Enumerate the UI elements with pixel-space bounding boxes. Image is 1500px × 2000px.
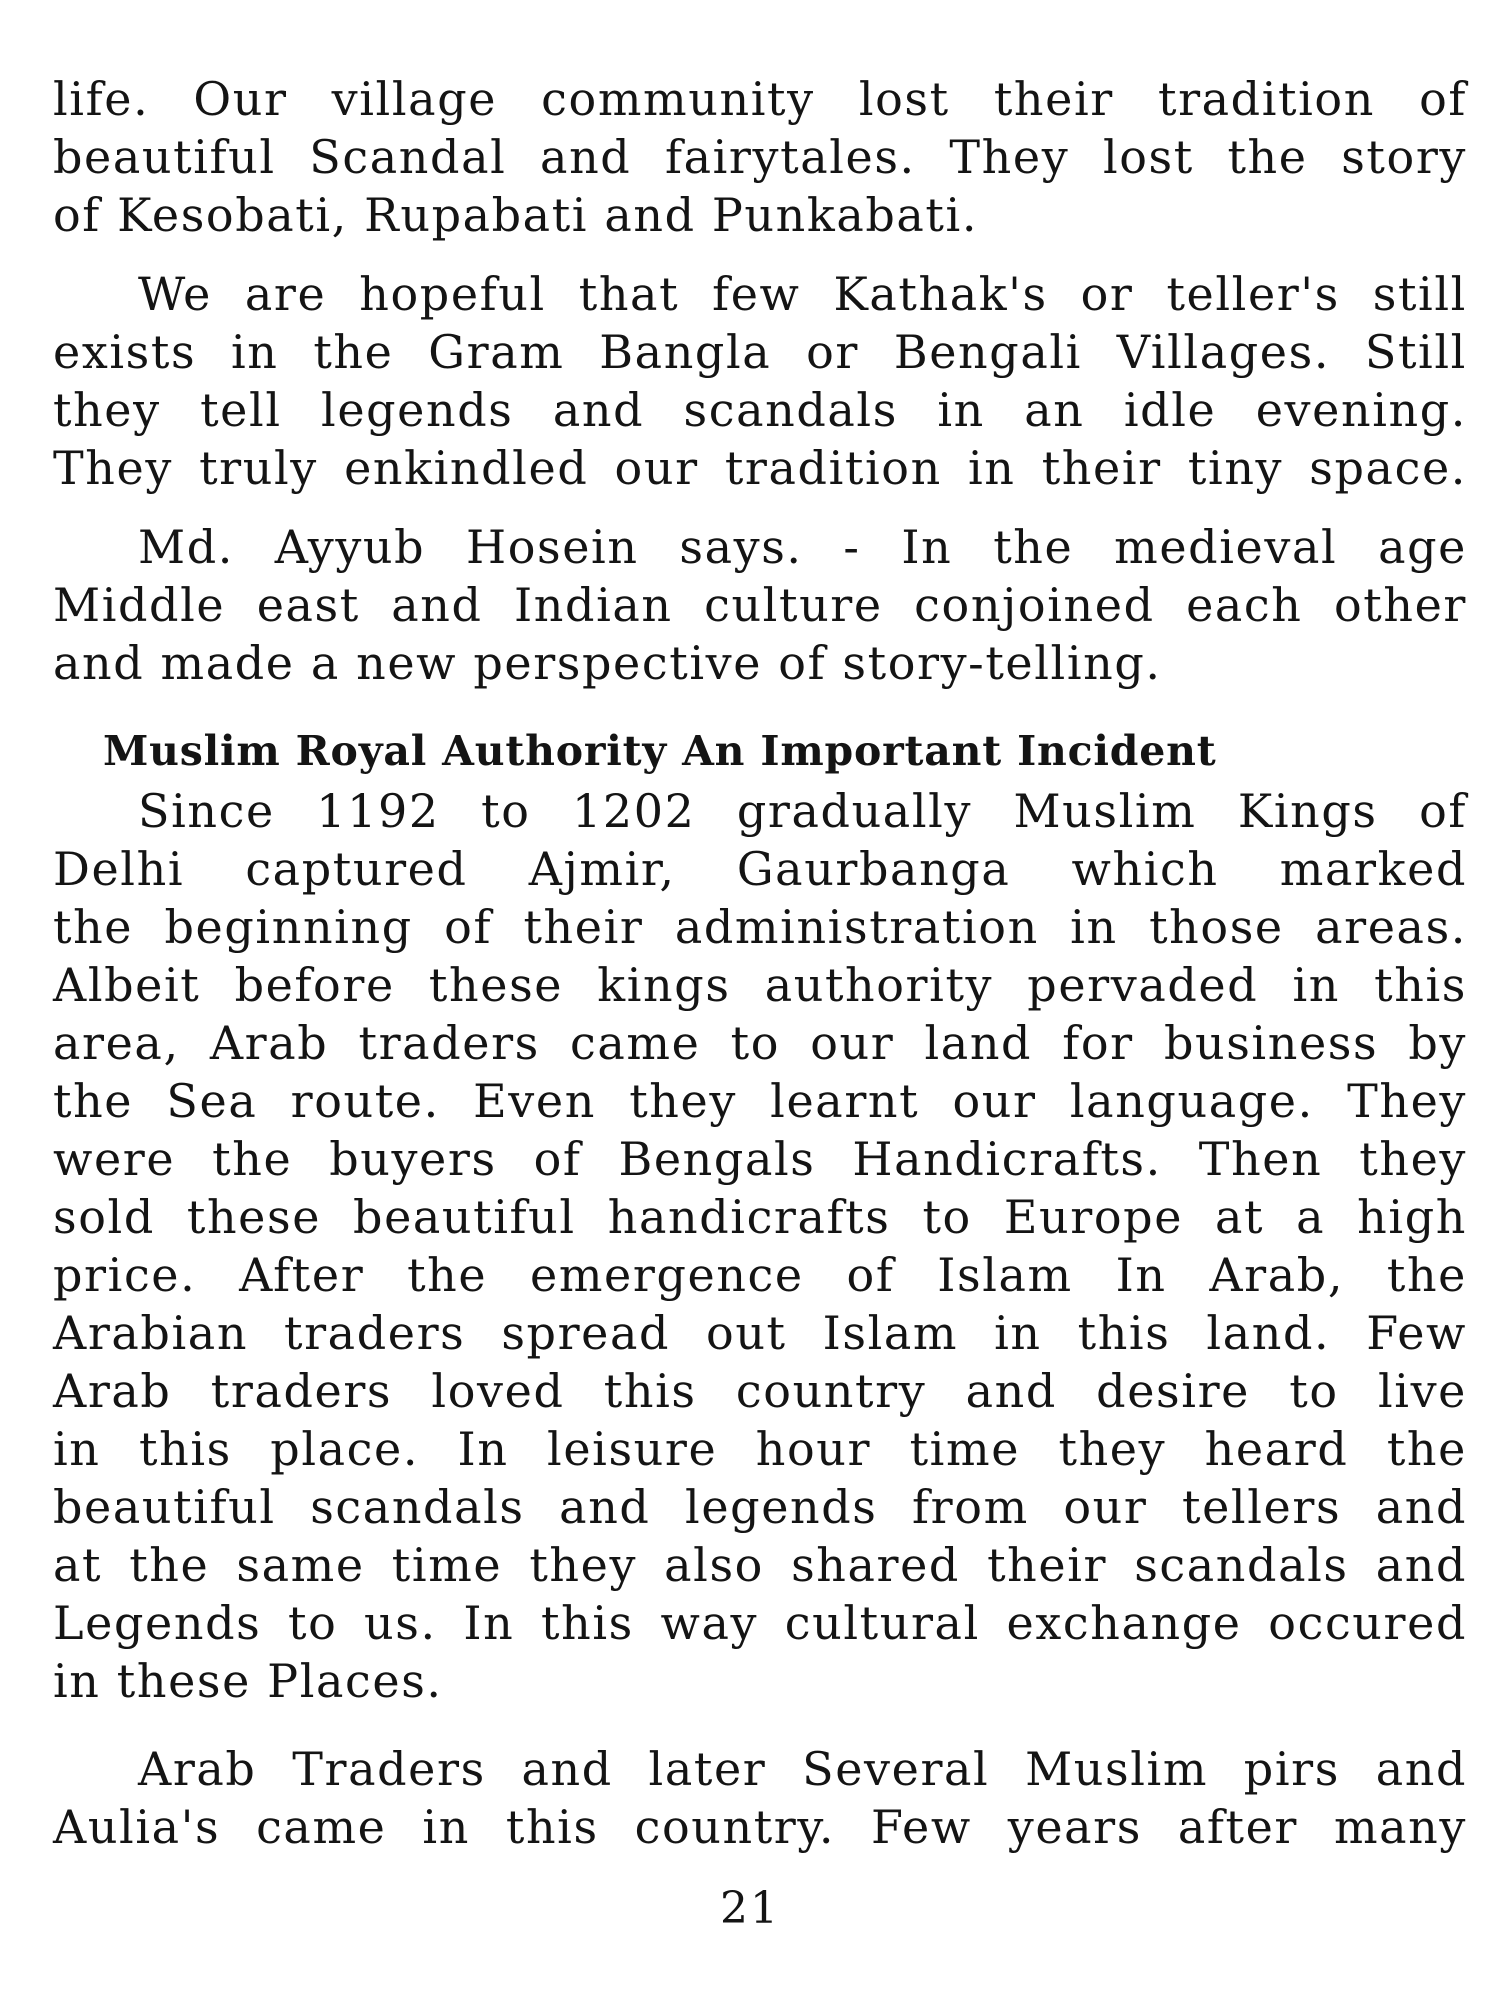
- paragraph-4-line: at the same time they also shared their scandals and: [53, 1538, 1467, 1592]
- paragraph-4-line: Delhi captured Ajmir, Gaurbanga which marked: [53, 842, 1467, 896]
- paragraph-4-line: Since 1192 to 1202 gradually Muslim Kings of: [138, 784, 1467, 838]
- paragraph-4-line: the Sea route. Even they learnt our language. They: [53, 1074, 1467, 1128]
- paragraph-4-line: Arab traders loved this country and desire to live: [53, 1364, 1467, 1418]
- paragraph-2-line: exists in the Gram Bangla or Bengali Villages. Still: [53, 325, 1467, 379]
- paragraph-4-line: Arabian traders spread out Islam in this land. Few: [53, 1306, 1467, 1360]
- paragraph-4-line: beautiful scandals and legends from our tellers and: [53, 1480, 1467, 1534]
- paragraph-4-line: sold these beautiful handicrafts to Europe at a high: [53, 1190, 1467, 1244]
- paragraph-5-line: Aulia's came in this country. Few years after many: [53, 1800, 1467, 1854]
- paragraph-2-line: They truly enkindled our tradition in their tiny space.: [53, 441, 1467, 495]
- paragraph-3-line: and made a new perspective of story-telling.: [53, 636, 1162, 690]
- paragraph-2: [53, 265, 1467, 497]
- paragraph-1: [53, 70, 1467, 244]
- paragraph-4-line: the beginning of their administration in those areas.: [53, 900, 1467, 954]
- paragraph-1-line: of Kesobati, Rupabati and Punkabati.: [53, 188, 979, 242]
- paragraph-1-line: beautiful Scandal and fairytales. They lost the story: [53, 130, 1467, 184]
- paragraph-4-line: area, Arab traders came to our land for business by: [53, 1016, 1467, 1070]
- paragraph-3-line: Middle east and Indian culture conjoined each other: [53, 578, 1467, 632]
- paragraph-1-line: life. Our village community lost their tradition of: [53, 72, 1467, 126]
- paragraph-4-line: were the buyers of Bengals Handicrafts. Then they: [53, 1132, 1467, 1186]
- paragraph-4: [53, 782, 1467, 1710]
- paragraph-4-line: in this place. In leisure hour time they heard the: [53, 1422, 1467, 1476]
- page-number: 21: [720, 1883, 780, 1934]
- paragraph-2-line: they tell legends and scandals in an idle evening.: [53, 383, 1467, 437]
- paragraph-3-line: Md. Ayyub Hosein says. - In the medieval age: [138, 520, 1467, 574]
- paragraph-4-line: Albeit before these kings authority pervaded in this: [53, 958, 1467, 1012]
- paragraph-4-line: price. After the emergence of Islam In Arab, the: [53, 1248, 1467, 1302]
- paragraph-3: [53, 518, 1467, 692]
- paragraph-4-line: Legends to us. In this way cultural exchange occured: [53, 1596, 1467, 1650]
- paragraph-2-line: We are hopeful that few Kathak's or teller's still: [138, 267, 1467, 321]
- paragraph-5: [53, 1740, 1467, 1856]
- paragraph-4-line: in these Places.: [53, 1654, 443, 1708]
- paragraph-5-line: Arab Traders and later Several Muslim pirs and: [138, 1742, 1467, 1796]
- section-heading: Muslim Royal Authority An Important Incident: [103, 727, 1217, 775]
